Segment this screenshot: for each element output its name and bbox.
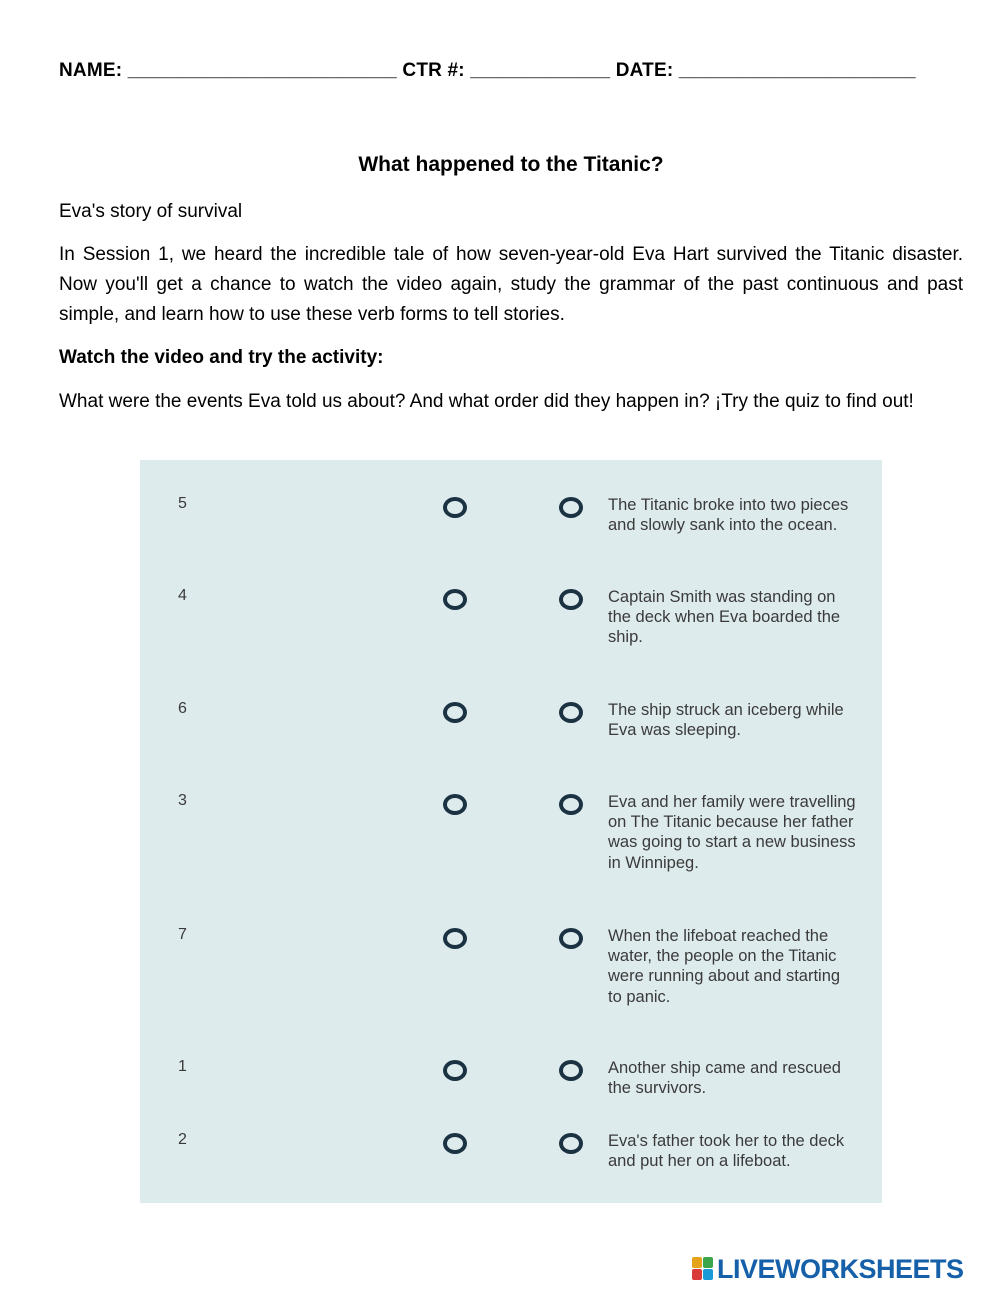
question-paragraph: What were the events Eva told us about? And what order did they happen in? ¡Try the quiz to find out! [59, 391, 914, 412]
quiz-number: 6 [178, 700, 187, 717]
left-match-radio[interactable] [443, 497, 467, 518]
quiz-event-text: The Titanic broke into two pieces and slowly sank into the ocean. [608, 496, 849, 535]
left-match-radio[interactable] [443, 794, 467, 815]
right-match-radio[interactable] [559, 794, 583, 815]
left-match-radio[interactable] [443, 1133, 467, 1154]
quiz-event-text: Another ship came and rescued the survivors. [608, 1059, 841, 1098]
student-info-line: NAME: _________________________ CTR #: _____________ DATE: ______________________ [59, 60, 916, 81]
left-match-radio[interactable] [443, 928, 467, 949]
quiz-event-text: Eva's father took her to the deck and put her on a lifeboat. [608, 1132, 845, 1171]
right-match-radio[interactable] [559, 1060, 583, 1081]
right-match-radio[interactable] [559, 497, 583, 518]
subtitle: Eva's story of survival [59, 201, 243, 222]
quiz-event-text: The ship struck an iceberg while Eva was sleeping. [608, 701, 844, 740]
instruction-heading: Watch the video and try the activity: [59, 347, 384, 368]
quiz-event-text: Eva and her family were travelling on The Titanic because her father was going to start a new business in Winnipeg. [608, 793, 856, 872]
quiz-number: 4 [178, 587, 187, 604]
quiz-number: 2 [178, 1131, 187, 1148]
quiz-number: 3 [178, 792, 187, 809]
right-match-radio[interactable] [559, 928, 583, 949]
logo-blocks-icon [692, 1257, 714, 1281]
quiz-event-text: When the lifeboat reached the water, the people on the Titanic were running about and starting to panic. [608, 927, 841, 1006]
left-match-radio[interactable] [443, 589, 467, 610]
right-match-radio[interactable] [559, 1133, 583, 1154]
matching-quiz [140, 460, 882, 1203]
right-match-radio[interactable] [559, 589, 583, 610]
liveworksheets-logo [692, 1254, 964, 1284]
quiz-number: 7 [178, 926, 187, 943]
worksheet-title: What happened to the Titanic? [358, 153, 664, 176]
logo-text: LIVEWORKSHEETS [717, 1253, 964, 1284]
quiz-number: 1 [178, 1058, 187, 1075]
intro-paragraph: In Session 1, we heard the incredible tale of how seven-year-old Eva Hart survived the Titanic disaster. Now you'll get a chance to watch the video again, study the grammar of the past continuous and past simple, and learn how to use these verb forms to tell stories. [59, 244, 963, 325]
left-match-radio[interactable] [443, 1060, 467, 1081]
left-match-radio[interactable] [443, 702, 467, 723]
quiz-event-text: Captain Smith was standing on the deck when Eva boarded the ship. [608, 588, 841, 647]
quiz-number: 5 [178, 495, 187, 512]
right-match-radio[interactable] [559, 702, 583, 723]
